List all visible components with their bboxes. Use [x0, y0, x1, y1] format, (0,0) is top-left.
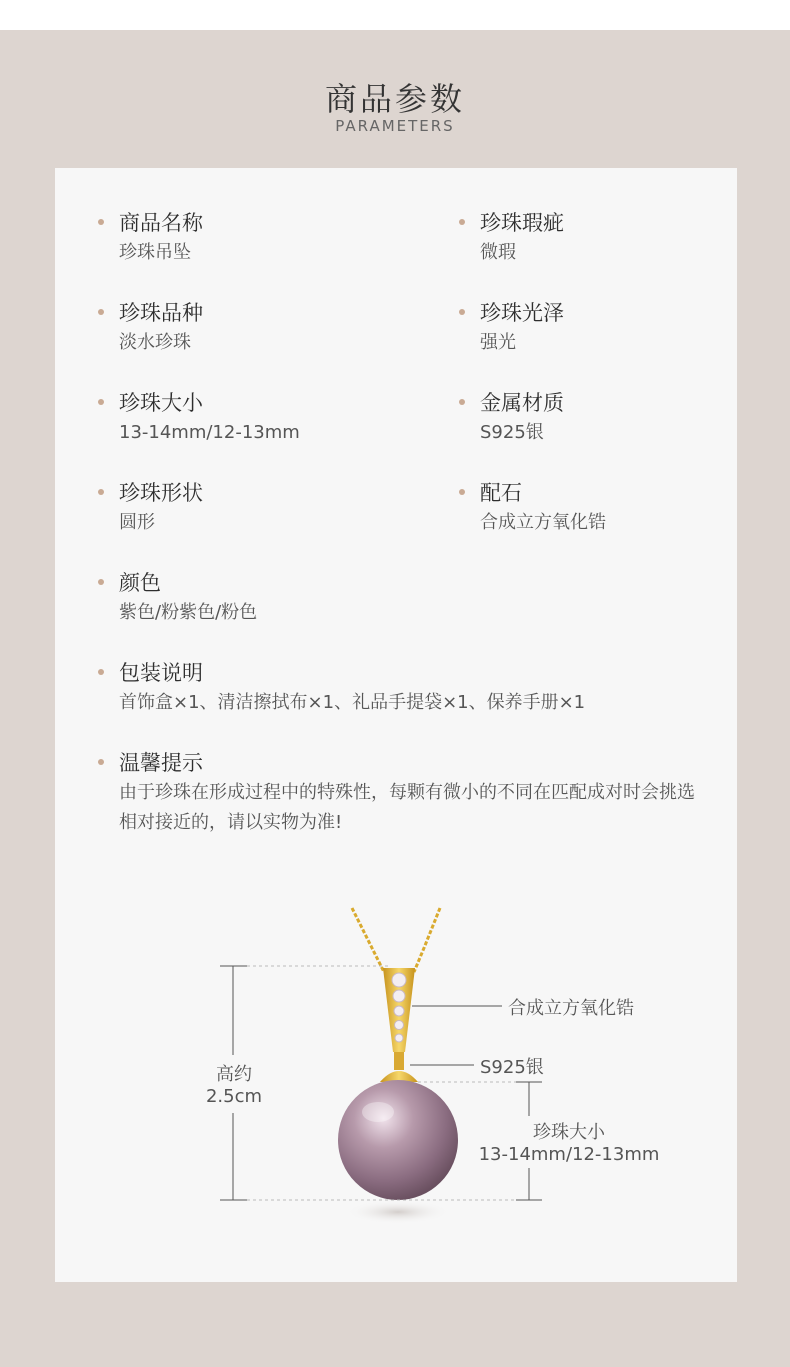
param-value: 13-14mm/12-13mm	[119, 422, 300, 443]
bullet-dot	[459, 489, 465, 495]
param-pearl-type	[119, 298, 203, 358]
param-label: 珍珠品种	[119, 301, 203, 325]
param-notice	[119, 748, 699, 838]
param-packaging	[119, 658, 699, 718]
bullet-dot	[459, 309, 465, 315]
param-metal-material	[480, 388, 564, 448]
param-label: 颜色	[119, 571, 161, 595]
bullet-dot	[98, 309, 104, 315]
param-label: 珍珠光泽	[480, 301, 564, 325]
param-pearl-size	[119, 388, 300, 448]
param-label: 珍珠形状	[119, 481, 203, 505]
param-label: 配石	[480, 481, 522, 505]
param-color	[119, 568, 257, 628]
bullet-dot	[459, 399, 465, 405]
param-label: 珍珠大小	[119, 391, 203, 415]
param-accent-stone	[480, 478, 606, 538]
height-value: 2.5cm	[205, 1086, 263, 1107]
param-value: 淡水珍珠	[119, 332, 191, 353]
section-title: 商品参数	[324, 80, 465, 118]
param-label: 商品名称	[119, 211, 203, 235]
param-product-name	[119, 208, 203, 268]
param-value: 合成立方氧化锆	[480, 512, 606, 533]
bullet-dot	[98, 759, 104, 765]
param-pearl-luster	[480, 298, 564, 358]
param-label: 温馨提示	[119, 751, 203, 775]
param-label: 包装说明	[119, 661, 203, 685]
pearl-size-label: 珍珠大小	[533, 1122, 605, 1143]
bullet-dot	[98, 489, 104, 495]
param-value: 紫色/粉紫色/粉色	[119, 602, 258, 623]
param-label: 金属材质	[480, 391, 564, 415]
param-value: S925银	[480, 422, 544, 443]
bullet-dot	[459, 219, 465, 225]
bullet-dot	[98, 669, 104, 675]
height-label: 高约	[216, 1064, 252, 1085]
bullet-dot	[98, 399, 104, 405]
param-pearl-flaw	[480, 208, 564, 268]
param-value: 微瑕	[480, 242, 516, 263]
param-label: 珍珠瑕疵	[480, 211, 564, 235]
metal-label: S925银	[480, 1057, 544, 1078]
param-pearl-shape	[119, 478, 203, 538]
param-value: 首饰盒×1、清洁擦拭布×1、礼品手提袋×1、保养手册×1	[119, 692, 586, 713]
pearl-size-value: 13-14mm/12-13mm	[478, 1144, 660, 1165]
param-value: 由于珍珠在形成过程中的特殊性，每颗有微小的不同在匹配成对时会挑选相对接近的，请以实物为准!	[119, 782, 695, 833]
param-value: 圆形	[119, 512, 155, 533]
bullet-dot	[98, 579, 104, 585]
param-value: 强光	[480, 332, 516, 353]
section-subtitle: PARAMETERS	[335, 117, 455, 135]
param-value: 珍珠吊坠	[119, 242, 191, 263]
bullet-dot	[98, 219, 104, 225]
stone-label: 合成立方氧化锆	[508, 998, 634, 1019]
